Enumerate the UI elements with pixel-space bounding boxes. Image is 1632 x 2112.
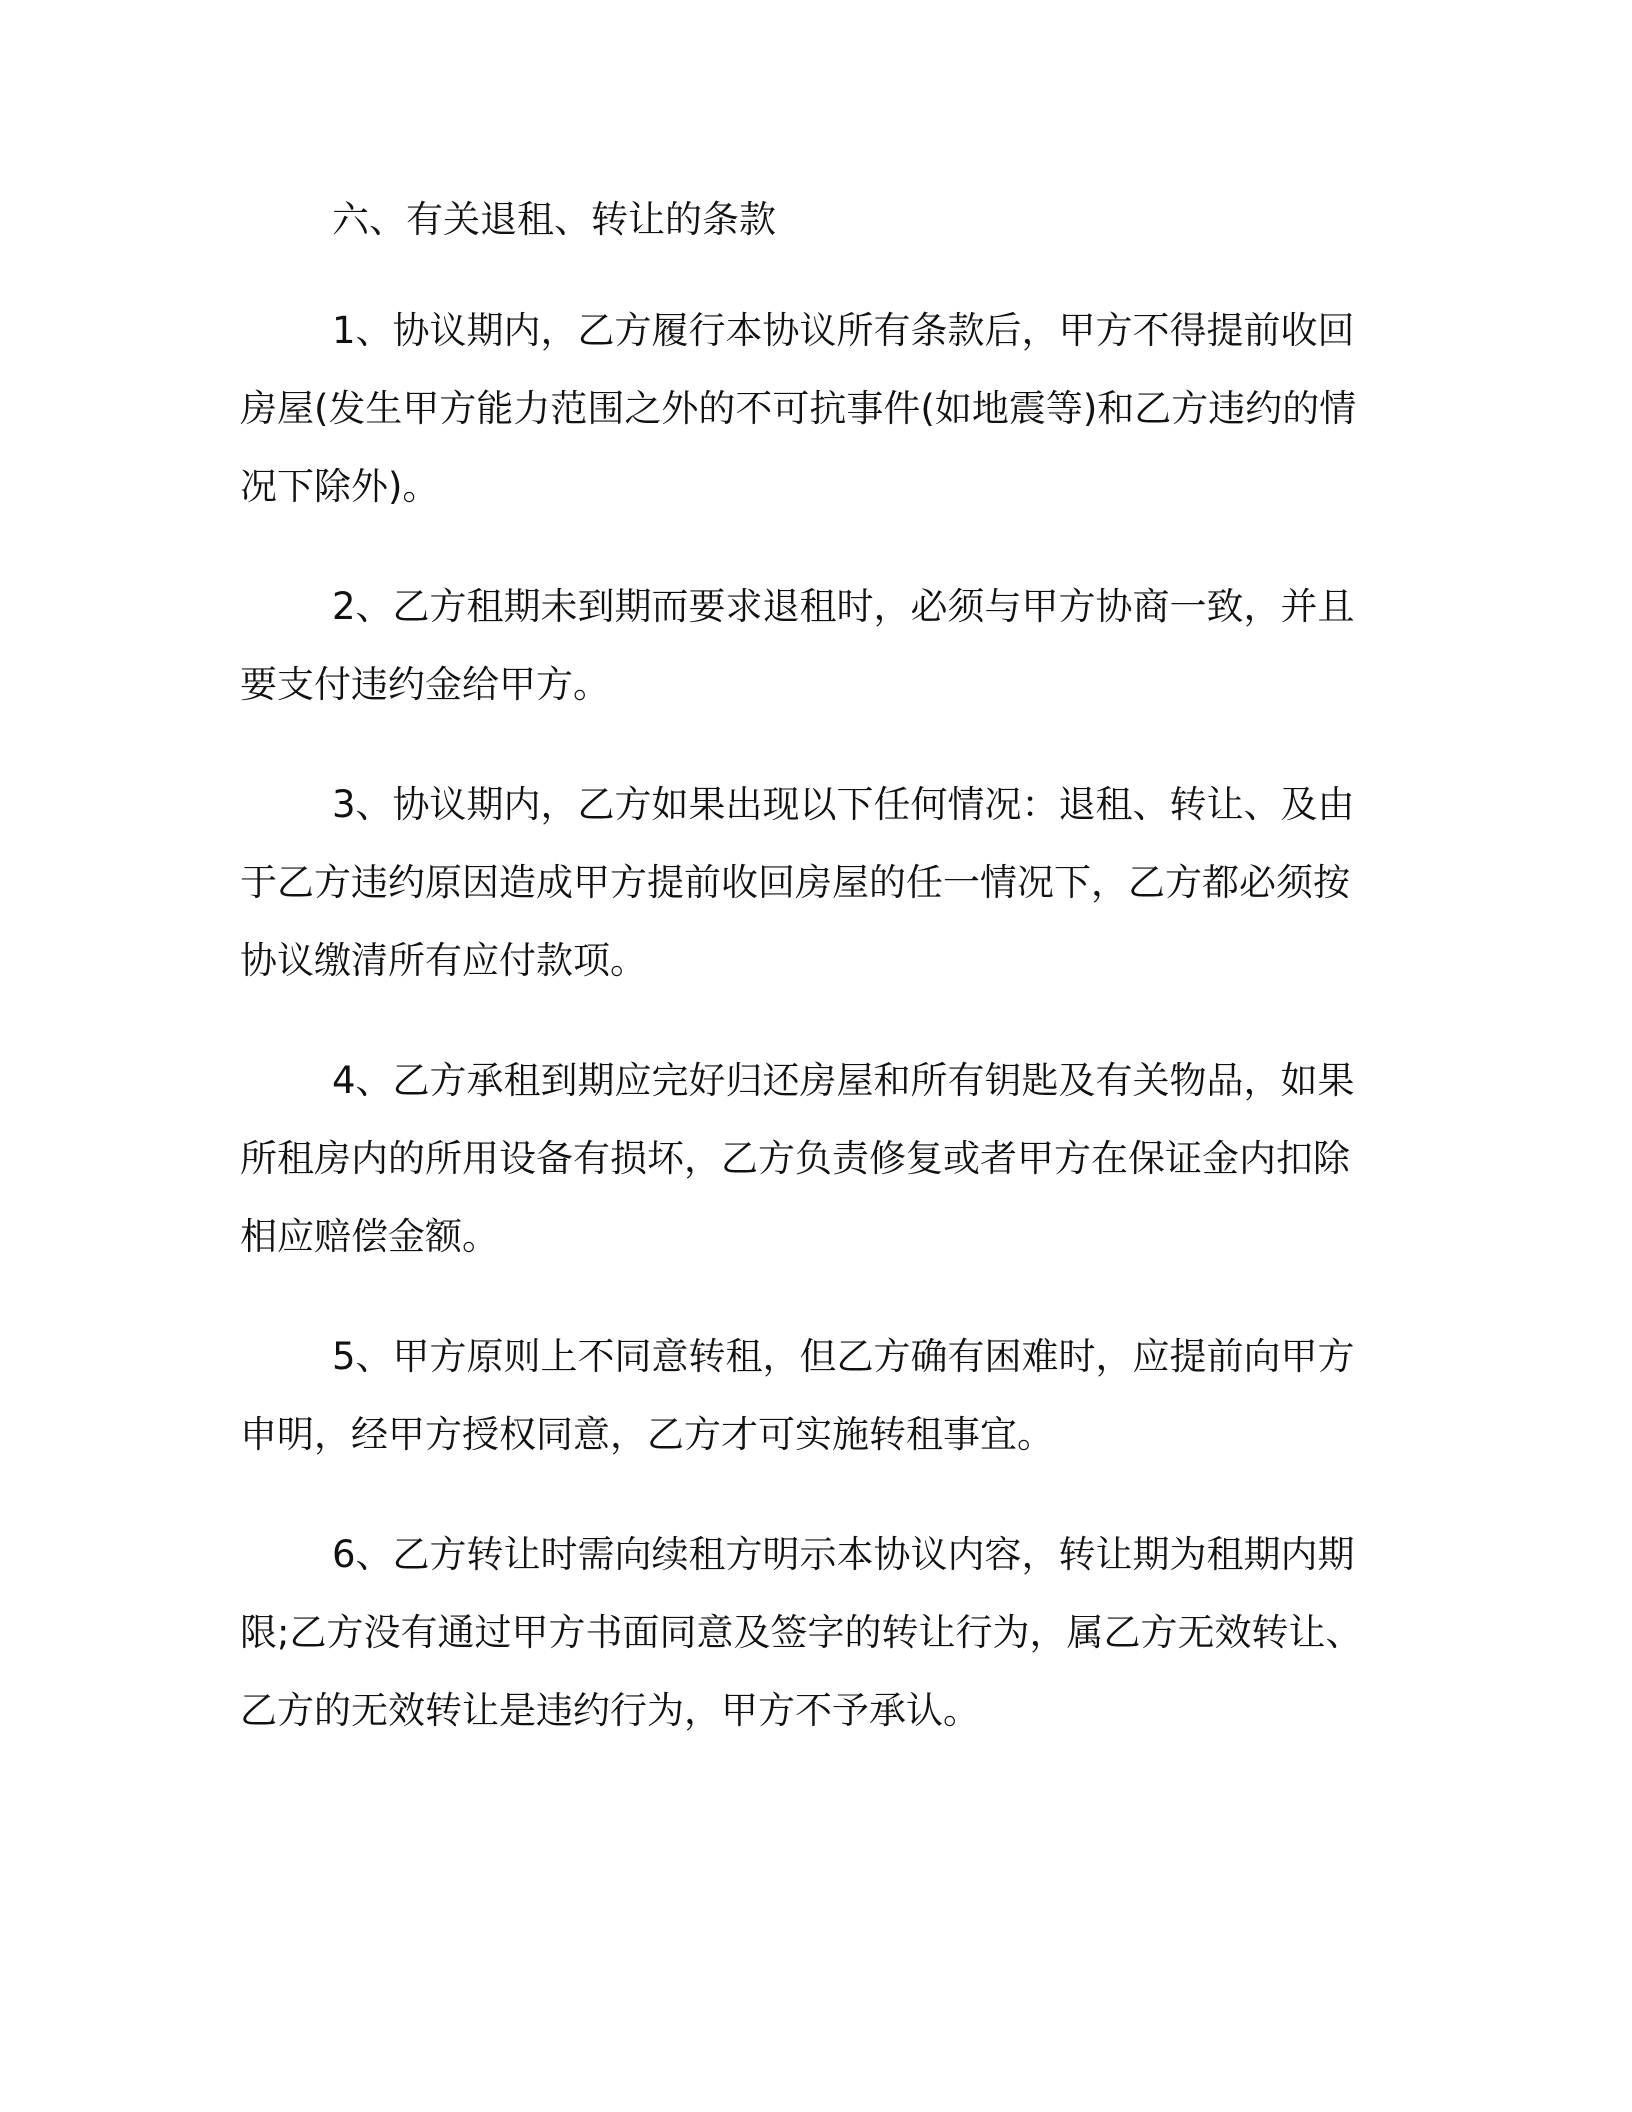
- document-content: [240, 190, 1365, 1792]
- clause-1: 1、协议期内，乙方履行本协议所有条款后，甲方不得提前收回房屋(发生甲方能力范围之外的不可抗事件(如地震等)和乙方违约的情况下除外)。: [240, 309, 1357, 508]
- section-title: 六、有关退租、转让的条款: [332, 198, 776, 241]
- clause-4: 4、乙方承租到期应完好归还房屋和所有钥匙及有关物品，如果所租房内的所用设备有损坏，乙方负责修复或者甲方在保证金内扣除相应赔偿金额。: [240, 1059, 1355, 1258]
- clause-3: 3、协议期内，乙方如果出现以下任何情况：退租、转让、及由于乙方违约原因造成甲方提前收回房屋的任一情况下，乙方都必须按协议缴清所有应付款项。: [240, 783, 1355, 982]
- clause-6: 6、乙方转让时需向续租方明示本协议内容，转让期为租期内期限;乙方没有通过甲方书面同意及签字的转让行为，属乙方无效转让、乙方的无效转让是违约行为，甲方不予承认。: [240, 1533, 1363, 1732]
- clause-5: 5、甲方原则上不同意转租，但乙方确有困难时，应提前向甲方申明，经甲方授权同意，乙方才可实施转租事宜。: [240, 1335, 1355, 1456]
- clause-2: 2、乙方租期未到期而要求退租时，必须与甲方协商一致，并且要支付违约金给甲方。: [240, 585, 1355, 706]
